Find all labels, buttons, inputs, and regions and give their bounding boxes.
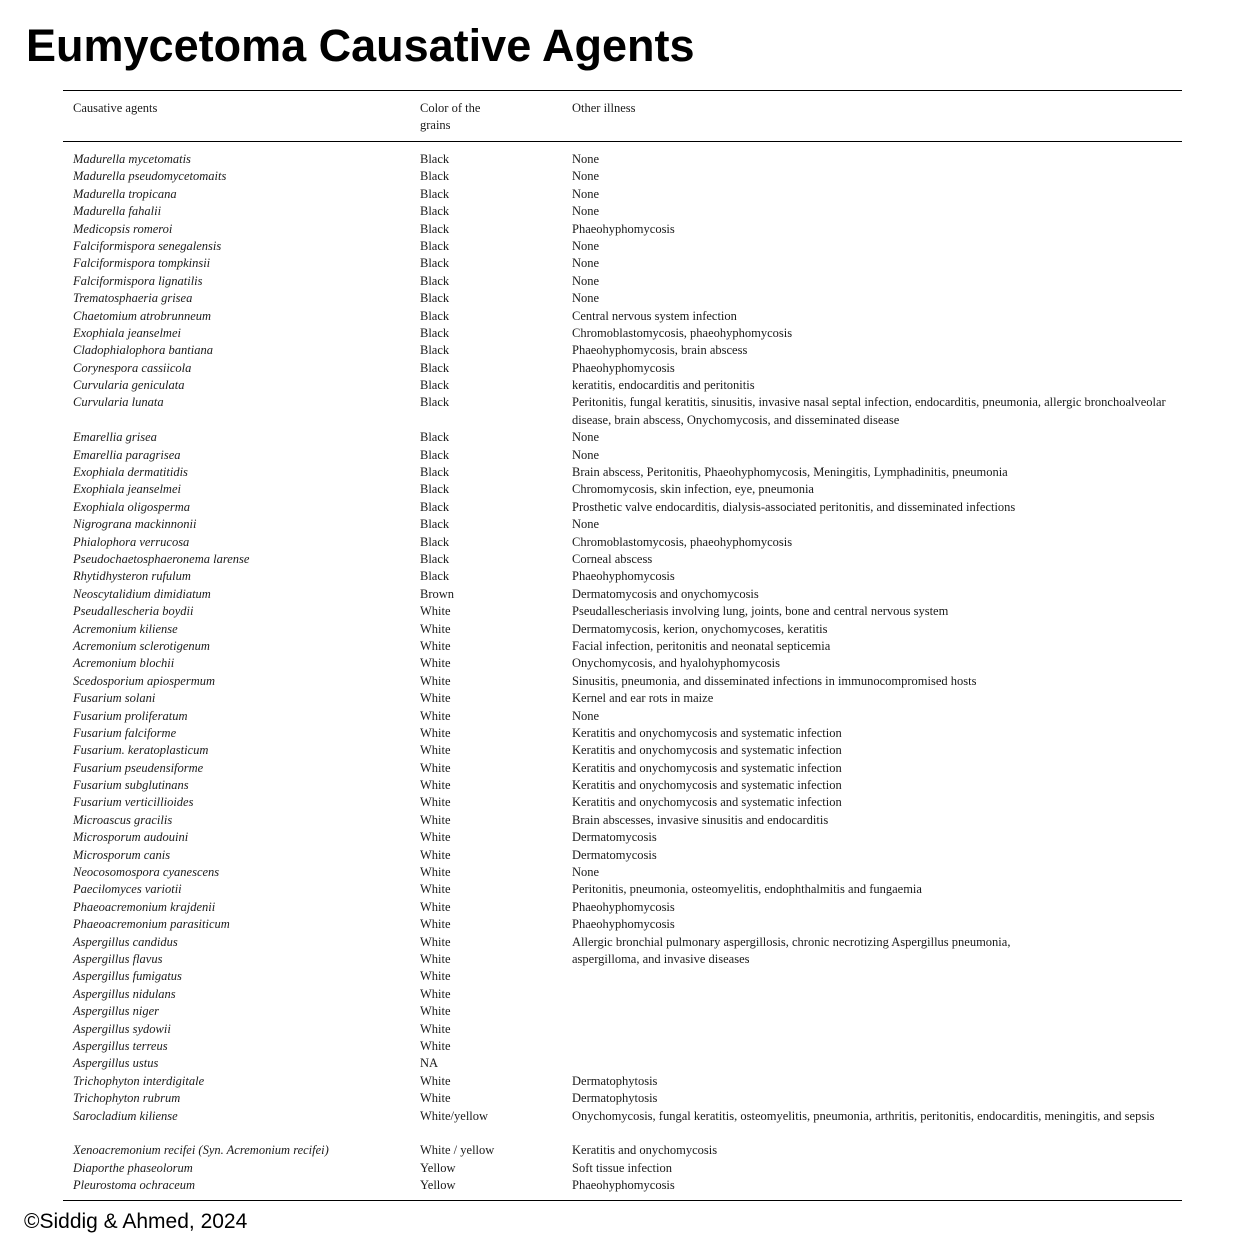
agent-name-cell: Fusarium falciforme: [73, 725, 177, 740]
table-row: [63, 586, 1182, 603]
grain-color-cell: Black: [420, 343, 450, 358]
table-row: [63, 1073, 1182, 1090]
other-illness-cell: Keratitis and onychomycosis and systematic infection: [572, 743, 842, 758]
other-illness-cell: Sinusitis, pneumonia, and disseminated infections in immunocompromised hosts: [572, 673, 977, 688]
table-row: [63, 829, 1182, 846]
grain-color-cell: White: [420, 743, 451, 758]
other-illness-cell: Phaeohyphomycosis: [572, 1178, 675, 1193]
copyright-notice: ©Siddig & Ahmed, 2024: [24, 1210, 248, 1233]
other-illness-cell: Keratitis and onychomycosis and systematic infection: [572, 725, 842, 740]
grain-color-cell: White: [420, 638, 451, 653]
agent-name-cell: Phaeoacremonium parasiticum: [73, 917, 230, 932]
other-illness-cell: Brain abscesses, invasive sinusitis and endocarditis: [572, 812, 829, 827]
other-illness-cell: Chromoblastomycosis, phaeohyphomycosis: [572, 534, 793, 549]
table-row: [63, 394, 1182, 429]
table-row: [63, 342, 1182, 359]
other-illness-cell: Dermatophytosis: [572, 1091, 658, 1106]
table-row: [63, 273, 1182, 290]
agent-name-cell: Trichophyton rubrum: [73, 1091, 181, 1106]
agent-name-cell: Fusarium pseudensiforme: [73, 760, 204, 775]
grain-color-cell: White: [420, 725, 451, 740]
other-illness-cell: Dermatomycosis, kerion, onychomycoses, keratitis: [572, 621, 828, 636]
header-causative-agents: Causative agents: [73, 101, 158, 115]
grain-color-cell: White / yellow: [420, 1143, 495, 1158]
agent-name-cell: Falciformispora lignatilis: [73, 273, 203, 288]
agent-name-cell: Falciformispora senegalensis: [73, 238, 222, 253]
other-illness-cell: Keratitis and onychomycosis and systematic infection: [572, 795, 842, 810]
grain-color-cell: Black: [420, 291, 450, 306]
table-row: [63, 151, 1182, 168]
agent-name-cell: Fusarium. keratoplasticum: [73, 743, 209, 758]
other-illness-cell: Phaeohyphomycosis: [572, 221, 675, 236]
agent-name-cell: Sarocladium kiliense: [73, 1108, 178, 1123]
agent-name-cell: Madurella pseudomycetomaits: [73, 169, 227, 184]
other-illness-cell: None: [572, 273, 600, 288]
table-row: [63, 325, 1182, 342]
agent-name-cell: Curvularia lunata: [73, 395, 164, 410]
grain-color-cell: Black: [420, 552, 450, 566]
agent-name-cell: Trichophyton interdigitale: [73, 1073, 205, 1088]
other-illness-cell: Pseudallescheriasis involving lung, joints, bone and central nervous system: [572, 604, 949, 619]
table-row: [63, 1038, 1182, 1055]
grain-color-cell: Black: [420, 465, 450, 480]
agent-name-cell: Madurella mycetomatis: [73, 152, 191, 166]
other-illness-cell: keratitis, endocarditis and peritonitis: [572, 378, 755, 393]
header-grain-color: Color of the grains: [420, 101, 481, 132]
grain-color-cell: Black: [420, 447, 450, 462]
grain-color-cell: Black: [420, 221, 450, 236]
table-row: [63, 725, 1182, 742]
other-illness-cell: Dermatophytosis: [572, 1073, 658, 1088]
other-illness-cell: Facial infection, peritonitis and neonatal septicemia: [572, 638, 831, 653]
other-illness-cell: Onychomycosis, and hyalohyphomycosis: [572, 656, 780, 671]
table-row: [63, 794, 1182, 811]
table-row: [63, 377, 1182, 394]
agent-name-cell: Diaporthe phaseolorum: [73, 1160, 193, 1175]
grain-color-cell: Black: [420, 569, 450, 584]
agent-name-cell: Fusarium subglutinans: [73, 778, 189, 793]
agent-name-cell: Aspergillus niger: [73, 1004, 159, 1019]
table-row: [63, 429, 1182, 446]
agent-name-cell: Acremonium kiliense: [73, 621, 178, 636]
grain-color-cell: White: [420, 1038, 451, 1053]
grain-color-cell: Brown: [420, 586, 455, 601]
agent-name-cell: Paecilomyces variotii: [73, 882, 182, 897]
agent-name-cell: Exophiala dermatitidis: [73, 465, 188, 480]
grain-color-cell: White: [420, 951, 451, 966]
grain-color-cell: NA: [420, 1056, 439, 1071]
table-row: [63, 464, 1182, 481]
grain-color-cell: White: [420, 1073, 451, 1088]
table-row: [63, 916, 1182, 933]
other-illness-cell: Chromoblastomycosis, phaeohyphomycosis: [572, 325, 793, 340]
agent-name-cell: Scedosporium apiospermum: [73, 673, 216, 688]
table-header: [63, 91, 1182, 142]
table-row: [63, 168, 1182, 185]
grain-color-cell: White: [420, 830, 451, 845]
agent-name-cell: Cladophialophora bantiana: [73, 343, 213, 358]
agent-name-cell: Pleurostoma ochraceum: [73, 1178, 196, 1193]
table-row: [63, 568, 1182, 585]
grain-color-cell: Black: [420, 378, 450, 393]
grain-color-cell: Black: [420, 325, 450, 340]
other-illness-cell: None: [572, 708, 600, 723]
table-row: [63, 742, 1182, 759]
agent-name-cell: Exophiala jeanselmei: [73, 482, 181, 497]
table-row: [63, 986, 1182, 1003]
agent-name-cell: Microascus gracilis: [73, 812, 173, 827]
grain-color-cell: White: [420, 604, 451, 619]
agent-name-cell: Xenoacremonium recifei (Syn. Acremonium recifei): [73, 1143, 329, 1158]
table-row: [63, 1055, 1182, 1072]
agent-name-cell: Medicopsis romeroi: [73, 221, 173, 236]
other-illness-cell: Soft tissue infection: [572, 1160, 672, 1175]
table-row: [63, 1160, 1182, 1177]
table-row: [63, 290, 1182, 307]
grain-color-cell: White: [420, 865, 451, 880]
table-row: [63, 968, 1182, 985]
grain-color-cell: Black: [420, 273, 450, 288]
agent-name-cell: Trematosphaeria grisea: [73, 291, 193, 306]
other-illness-cell: Phaeohyphomycosis: [572, 569, 675, 584]
table-row: [63, 951, 1182, 968]
agent-name-cell: Aspergillus terreus: [73, 1038, 168, 1053]
grain-color-cell: Black: [420, 169, 450, 184]
table-row: [63, 1142, 1182, 1159]
other-illness-cell: Keratitis and onychomycosis: [572, 1143, 718, 1158]
table-row: [63, 708, 1182, 725]
agent-name-cell: Acremonium sclerotigenum: [73, 638, 210, 653]
grain-color-cell: White: [420, 847, 451, 862]
table-row: [63, 221, 1182, 238]
table-row: [63, 360, 1182, 377]
grain-color-cell: Black: [420, 395, 450, 410]
agent-name-cell: Madurella fahalii: [73, 204, 162, 219]
other-illness-cell: Peritonitis, pneumonia, osteomyelitis, endophthalmitis and fungaemia: [572, 882, 922, 897]
grain-color-cell: Yellow: [420, 1160, 456, 1175]
table-row: [63, 499, 1182, 516]
table-row: [63, 881, 1182, 898]
agent-name-cell: Aspergillus ustus: [73, 1056, 159, 1071]
grain-color-cell: Black: [420, 430, 450, 445]
table-row: [63, 812, 1182, 829]
grain-color-cell: White: [420, 621, 451, 636]
table-row: [63, 673, 1182, 690]
agent-name-cell: Nigrograna mackinnonii: [73, 517, 197, 532]
other-illness-cell: None: [572, 430, 600, 445]
table-row: [63, 690, 1182, 707]
grain-color-cell: Black: [420, 482, 450, 497]
grain-color-cell: White: [420, 760, 451, 775]
table-row: [63, 516, 1182, 533]
grain-color-cell: White: [420, 934, 451, 949]
table-row: [63, 238, 1182, 255]
table-row: [63, 621, 1182, 638]
table-row: [63, 655, 1182, 672]
grain-color-cell: White: [420, 673, 451, 688]
other-illness-cell: Dermatomycosis and onychomycosis: [572, 586, 759, 601]
page-title: Eumycetoma Causative Agents: [26, 20, 695, 71]
other-illness-cell: None: [572, 204, 600, 219]
other-illness-cell: Onychomycosis, fungal keratitis, osteomyelitis, pneumonia, arthritis, peritonitis, endocarditis, meningitis, and sepsis: [572, 1108, 1155, 1123]
table-row: [63, 1003, 1182, 1020]
agent-name-cell: Neoscytalidium dimidiatum: [73, 586, 211, 601]
grain-color-cell: Black: [420, 308, 450, 323]
agent-name-cell: Acremonium blochii: [73, 656, 175, 671]
grain-color-cell: White: [420, 1091, 451, 1106]
agent-name-cell: Falciformispora tompkinsii: [73, 256, 211, 271]
table-row: [63, 255, 1182, 272]
agent-name-cell: Emarellia grisea: [73, 430, 157, 445]
agent-name-cell: Curvularia geniculata: [73, 378, 185, 393]
other-illness-cell: None: [572, 169, 600, 184]
other-illness-cell: Central nervous system infection: [572, 308, 737, 323]
other-illness-cell: Dermatomycosis: [572, 847, 657, 862]
table-body: [63, 142, 1182, 1200]
other-illness-cell: Peritonitis, fungal keratitis, sinusitis, invasive nasal septal infection, endocarditis, pneumonia, allergic bronchoalveolar disease, brain abscess, Onychomycosis, and disseminated disease: [572, 395, 1166, 427]
other-illness-cell: Corneal abscess: [572, 552, 653, 566]
grain-color-cell: White: [420, 778, 451, 793]
table-row: [63, 481, 1182, 498]
other-illness-cell: Keratitis and onychomycosis and systematic infection: [572, 778, 842, 793]
agent-name-cell: Corynespora cassiicola: [73, 360, 192, 375]
table-row: [63, 203, 1182, 220]
agent-name-cell: Fusarium verticillioides: [73, 795, 194, 810]
grain-color-cell: White: [420, 882, 451, 897]
table-row: [63, 1108, 1182, 1143]
other-illness-cell: None: [572, 517, 600, 532]
grain-color-cell: Black: [420, 517, 450, 532]
table-row: [63, 847, 1182, 864]
agent-name-cell: Microsporum canis: [73, 847, 171, 862]
other-illness-cell: Keratitis and onychomycosis and systematic infection: [572, 760, 842, 775]
table-row: [63, 186, 1182, 203]
table-row: [63, 934, 1182, 951]
table-row: [63, 864, 1182, 881]
table-row: [63, 534, 1182, 551]
agent-name-cell: Rhytidhysteron rufulum: [73, 569, 191, 584]
agent-name-cell: Phaeoacremonium krajdenii: [73, 899, 216, 914]
table-row: [63, 638, 1182, 655]
other-illness-cell: None: [572, 447, 600, 462]
agent-name-cell: Madurella tropicana: [73, 186, 177, 201]
agent-name-cell: Fusarium proliferatum: [73, 708, 188, 723]
agent-name-cell: Emarellia paragrisea: [73, 447, 181, 462]
agent-name-cell: Chaetomium atrobrunneum: [73, 308, 212, 323]
agent-name-cell: Exophiala jeanselmei: [73, 325, 181, 340]
other-illness-cell: Phaeohyphomycosis, brain abscess: [572, 343, 748, 358]
other-illness-cell: Kernel and ear rots in maize: [572, 691, 714, 706]
other-illness-cell: Phaeohyphomycosis: [572, 360, 675, 375]
table-row: [63, 760, 1182, 777]
agent-name-cell: Pseudochaetosphaeronema larense: [73, 552, 250, 566]
table-row: [63, 1021, 1182, 1038]
grain-color-cell: White: [420, 691, 451, 706]
other-illness-cell: Brain abscess, Peritonitis, Phaeohyphomycosis, Meningitis, Lymphadinitis, pneumonia: [572, 465, 1008, 480]
grain-color-cell: White: [420, 917, 451, 932]
grain-color-cell: Black: [420, 256, 450, 271]
grain-color-cell: Black: [420, 204, 450, 219]
agent-name-cell: Aspergillus flavus: [73, 951, 163, 966]
agent-name-cell: Fusarium solani: [73, 691, 156, 706]
grain-color-cell: White: [420, 969, 451, 984]
header-other-illness: Other illness: [572, 101, 636, 115]
grain-color-cell: White: [420, 656, 451, 671]
other-illness-cell: Prosthetic valve endocarditis, dialysis-associated peritonitis, and disseminated infections: [572, 499, 1016, 514]
table-row: [63, 308, 1182, 325]
other-illness-cell: Allergic bronchial pulmonary aspergillosis, chronic necrotizing Aspergillus pneumonia,: [572, 934, 1011, 949]
table-row: [63, 1090, 1182, 1107]
table-row: [63, 551, 1182, 568]
agent-name-cell: Neocosomospora cyanescens: [73, 865, 220, 880]
grain-color-cell: Black: [420, 360, 450, 375]
grain-color-cell: Black: [420, 534, 450, 549]
grain-color-cell: White: [420, 1021, 451, 1036]
other-illness-cell: None: [572, 152, 600, 166]
other-illness-cell: None: [572, 291, 600, 306]
agent-name-cell: Pseudallescheria boydii: [73, 604, 194, 619]
grain-color-cell: White: [420, 899, 451, 914]
other-illness-cell: None: [572, 186, 600, 201]
agent-name-cell: Aspergillus sydowii: [73, 1021, 171, 1036]
grain-color-cell: Black: [420, 152, 450, 166]
table-row: [63, 777, 1182, 794]
grain-color-cell: Black: [420, 499, 450, 514]
grain-color-cell: White: [420, 1004, 451, 1019]
grain-color-cell: White: [420, 708, 451, 723]
grain-color-cell: White: [420, 795, 451, 810]
grain-color-cell: Black: [420, 238, 450, 253]
grain-color-cell: White: [420, 986, 451, 1001]
table-row: [63, 1177, 1182, 1194]
other-illness-cell: None: [572, 865, 600, 880]
grain-color-cell: White: [420, 812, 451, 827]
grain-color-cell: Black: [420, 186, 450, 201]
agent-name-cell: Aspergillus candidus: [73, 934, 178, 949]
grain-color-cell: White/yellow: [420, 1108, 489, 1123]
other-illness-cell: None: [572, 256, 600, 271]
agent-name-cell: Aspergillus nidulans: [73, 986, 176, 1001]
agent-name-cell: Microsporum audouini: [73, 830, 189, 845]
other-illness-cell: Chromomycosis, skin infection, eye, pneumonia: [572, 482, 814, 497]
other-illness-cell: Dermatomycosis: [572, 830, 657, 845]
agent-name-cell: Phialophora verrucosa: [73, 534, 190, 549]
agent-name-cell: Exophiala oligosperma: [73, 499, 191, 514]
causative-agents-table: [63, 90, 1182, 1201]
other-illness-cell: Phaeohyphomycosis: [572, 899, 675, 914]
table-row: [63, 447, 1182, 464]
other-illness-cell: None: [572, 238, 600, 253]
agent-name-cell: Aspergillus fumigatus: [73, 969, 182, 984]
table-row: [63, 603, 1182, 620]
other-illness-cell: Phaeohyphomycosis: [572, 917, 675, 932]
other-illness-cell: aspergilloma, and invasive diseases: [572, 951, 750, 966]
grain-color-cell: Yellow: [420, 1178, 456, 1193]
table-row: [63, 899, 1182, 916]
